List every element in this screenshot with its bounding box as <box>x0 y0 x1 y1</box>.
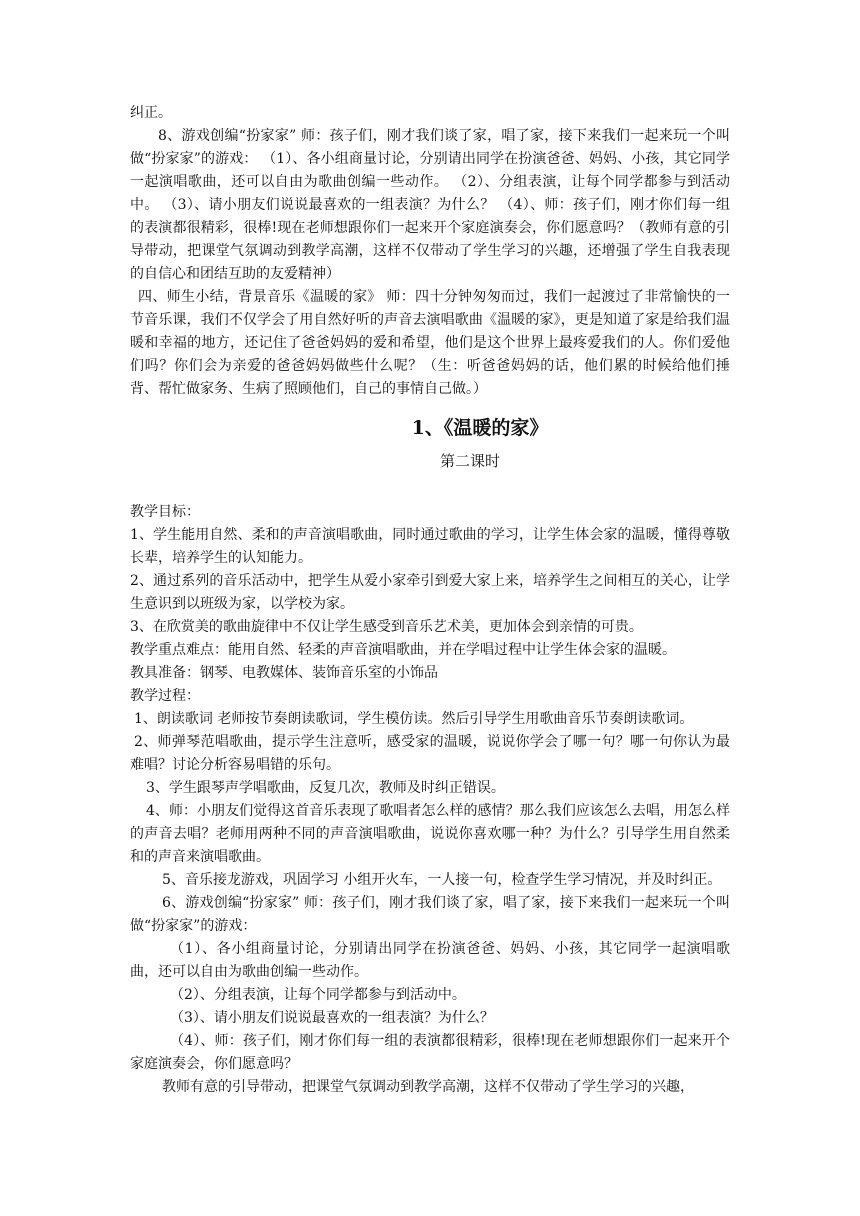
process-step-1: 1、朗读歌词 老师按节奏朗读歌词，学生模仿读。然后引导学生用歌曲音乐节奏朗读歌词。 <box>134 711 694 727</box>
teaching-preparation: 教具准备：钢琴、电教媒体、装饰音乐室的小饰品 <box>130 665 438 681</box>
key-points: 教学重点难点：能用自然、轻柔的声音演唱歌曲，并在学唱过程中让学生体会家的温暖。 <box>130 642 676 658</box>
process-sub-2: （2）、分组表演，让每个同学都参与到活动中。 <box>170 987 466 1003</box>
process-step-5: 5、音乐接龙游戏，巩固学习 小组开火车，一人接一句，检查学生学习情况，并及时纠正。 <box>162 872 722 888</box>
paragraph-summary: 四、师生小结，背景音乐《温暖的家》 师：四十分钟匆匆而过，我们一起渡过了非常愉快的一节音乐课，我们不仅学会了用自然好听的声音去演唱歌曲《温暖的家》，更是知道了家是给我们温暖和幸福的地方，还记住了爸爸妈妈的爱和希望，他们是这个世界上最疼爱我们的人。你们爱他们吗？你们会为亲爱的爸爸妈妈做些什么呢？（生：听爸爸妈妈的话，他们累的时候给他们捶背、帮忙做家务、生病了照顾他们，自己的事情自己做。） <box>130 289 730 397</box>
document-page <box>130 102 730 1099</box>
paragraph-correction: 纠正。 <box>130 105 172 121</box>
process-step-3: 3、学生跟琴声学唱歌曲，反复几次，教师及时纠正错误。 <box>146 780 505 796</box>
goal-3: 3、在欣赏美的歌曲旋律中不仅让学生感受到音乐艺术美，更加体会到亲情的可贵。 <box>130 619 643 635</box>
goal-1: 1、学生能用自然、柔和的声音演唱歌曲，同时通过歌曲的学习，让学生体会家的温暖，懂得尊敬长辈，培养学生的认知能力。 <box>130 527 730 566</box>
process-heading: 教学过程： <box>130 688 200 704</box>
process-step-6: 6、游戏创编“扮家家” 师：孩子们，刚才我们谈了家，唱了家，接下来我们一起来玩一个叫做“扮家家”的游戏： <box>130 895 730 934</box>
process-sub-3: （3）、请小朋友们说说最喜欢的一组表演？为什么？ <box>170 1010 494 1026</box>
goals-heading: 教学目标： <box>130 504 200 520</box>
paragraph-game-8: 8、游戏创编“扮家家” 师：孩子们，刚才我们谈了家，唱了家，接下来我们一起来玩一个叫做“扮家家”的游戏： （1）、各小组商量讨论，分别请出同学在扮演爸爸、妈妈、小孩，其它同学一起演唱歌曲，还可以自由为歌曲创编一些动作。 （2）、分组表演，让每个同学都参与到活动中。 （3）、请小朋友们说说最喜欢的一组表演？为什么？ （4）、师：孩子们，刚才你们每一组的表演都很精彩，很棒!现在老师想跟你们一起来开个家庭演奏会，你们愿意吗？（教师有意的引导带动，把课堂气氛调动到教学高潮，这样不仅带动了学生学习的兴趣，还增强了学生自我表现的自信心和团结互助的友爱精神） <box>130 128 730 282</box>
process-sub-4: （4）、师：孩子们，刚才你们每一组的表演都很精彩，很棒!现在老师想跟你们一起来开个家庭演奏会，你们愿意吗？ <box>130 1033 730 1072</box>
goal-2: 2、通过系列的音乐活动中，把学生从爱小家牵引到爱大家上来，培养学生之间相互的关心，让学生意识到以班级为家，以学校为家。 <box>130 573 730 612</box>
process-step-2: 2、师弹琴范唱歌曲，提示学生注意听，感受家的温暖，说说你学会了哪一句？哪一句你认为最难唱？讨论分析容易唱错的乐句。 <box>130 734 730 773</box>
lesson-subtitle: 第二课时 <box>439 452 500 470</box>
process-sub-1: （1）、各小组商量讨论，分别请出同学在扮演爸爸、妈妈、小孩，其它同学一起演唱歌曲，还可以自由为歌曲创编一些动作。 <box>130 941 730 980</box>
process-step-4: 4、师：小朋友们觉得这首音乐表现了歌唱者怎么样的感情？那么我们应该怎么去唱，用怎么样的声音去唱？老师用两种不同的声音演唱歌曲，说说你喜欢哪一种？为什么？引导学生用自然柔和的声音来演唱歌曲。 <box>130 803 730 865</box>
lesson-title: 1、《温暖的家》 <box>411 417 549 439</box>
closing-paragraph: 教师有意的引导带动，把课堂气氛调动到教学高潮，这样不仅带动了学生学习的兴趣， <box>162 1079 694 1095</box>
